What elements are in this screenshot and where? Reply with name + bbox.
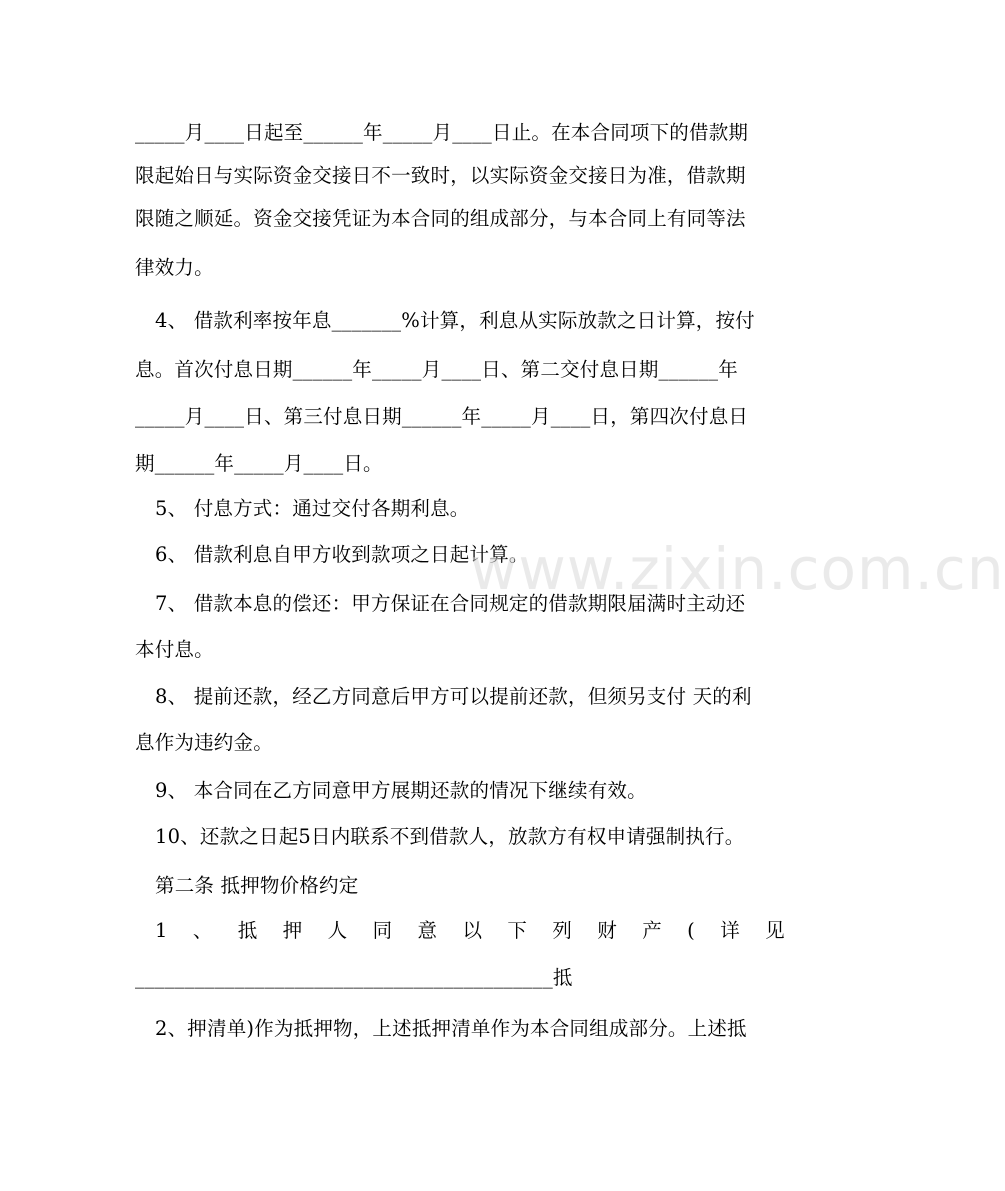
text-line: _____月____日、第三付息日期______年_____月____日，第四次付息日	[135, 405, 749, 428]
spread-char: 见	[765, 919, 785, 942]
watermark-text: www.zixin.com.cn	[470, 535, 1005, 603]
clause-7-line-1: 7、 借款本息的偿还：甲方保证在合同规定的借款期限届满时主动还	[155, 592, 746, 615]
spread-char: 1	[155, 919, 168, 942]
text-line: 期______年_____月____日。	[135, 452, 383, 475]
clause-6: 6、 借款利息自甲方收到款项之日起计算。	[155, 543, 529, 566]
spread-char: 以	[462, 919, 483, 942]
spread-char: 产	[642, 919, 662, 942]
clause-10: 10、还款之日起5日内联系不到借款人，放款方有权申请强制执行。	[155, 825, 745, 848]
spread-char: 列	[552, 919, 573, 942]
text-line: _____月____日起至______年_____月____日止。在本合同项下的借款期	[135, 121, 749, 144]
spread-char: (	[687, 919, 695, 942]
text-line: 息作为违约金。	[135, 731, 273, 754]
text-line: 息。首次付息日期______年_____月____日、第二交付息日期______年	[135, 358, 738, 381]
clause-8-line-1: 8、 提前还款，经乙方同意后甲方可以提前还款，但须另支付 天的利	[155, 685, 752, 708]
text-line: 本付息。	[135, 638, 214, 661]
spread-char: 押	[282, 919, 303, 942]
spread-char: 财	[597, 919, 617, 942]
clause-5: 5、 付息方式：通过交付各期利息。	[155, 497, 470, 520]
spread-char: 人	[327, 919, 348, 942]
spread-char: 详	[720, 919, 740, 942]
text-line: 律效力。	[135, 256, 214, 279]
article-2-heading: 第二条 抵押物价格约定	[155, 874, 359, 897]
spread-char: 、	[192, 919, 213, 942]
spread-char: 下	[507, 919, 528, 942]
clause-9: 9、 本合同在乙方同意甲方展期还款的情况下继续有效。	[155, 779, 647, 802]
text-line: 限随之顺延。资金交接凭证为本合同的组成部分，与本合同上有同等法	[135, 207, 746, 230]
clause-1-spread-line	[155, 916, 785, 946]
spread-char: 抵	[237, 919, 258, 942]
clause-2-line-1: 2、押清单)作为抵押物，上述抵押清单作为本合同组成部分。上述抵	[155, 1017, 747, 1040]
clause-4-line-1: 4、 借款利率按年息_______%计算，利息从实际放款之日计算，按付	[155, 309, 755, 332]
text-line: 限起始日与实际资金交接日不一致时，以实际资金交接日为准，借款期	[135, 164, 746, 187]
spread-char: 意	[417, 919, 438, 942]
blank-line-with-char: __________________________________________抵	[135, 966, 573, 989]
spread-char: 同	[372, 919, 393, 942]
